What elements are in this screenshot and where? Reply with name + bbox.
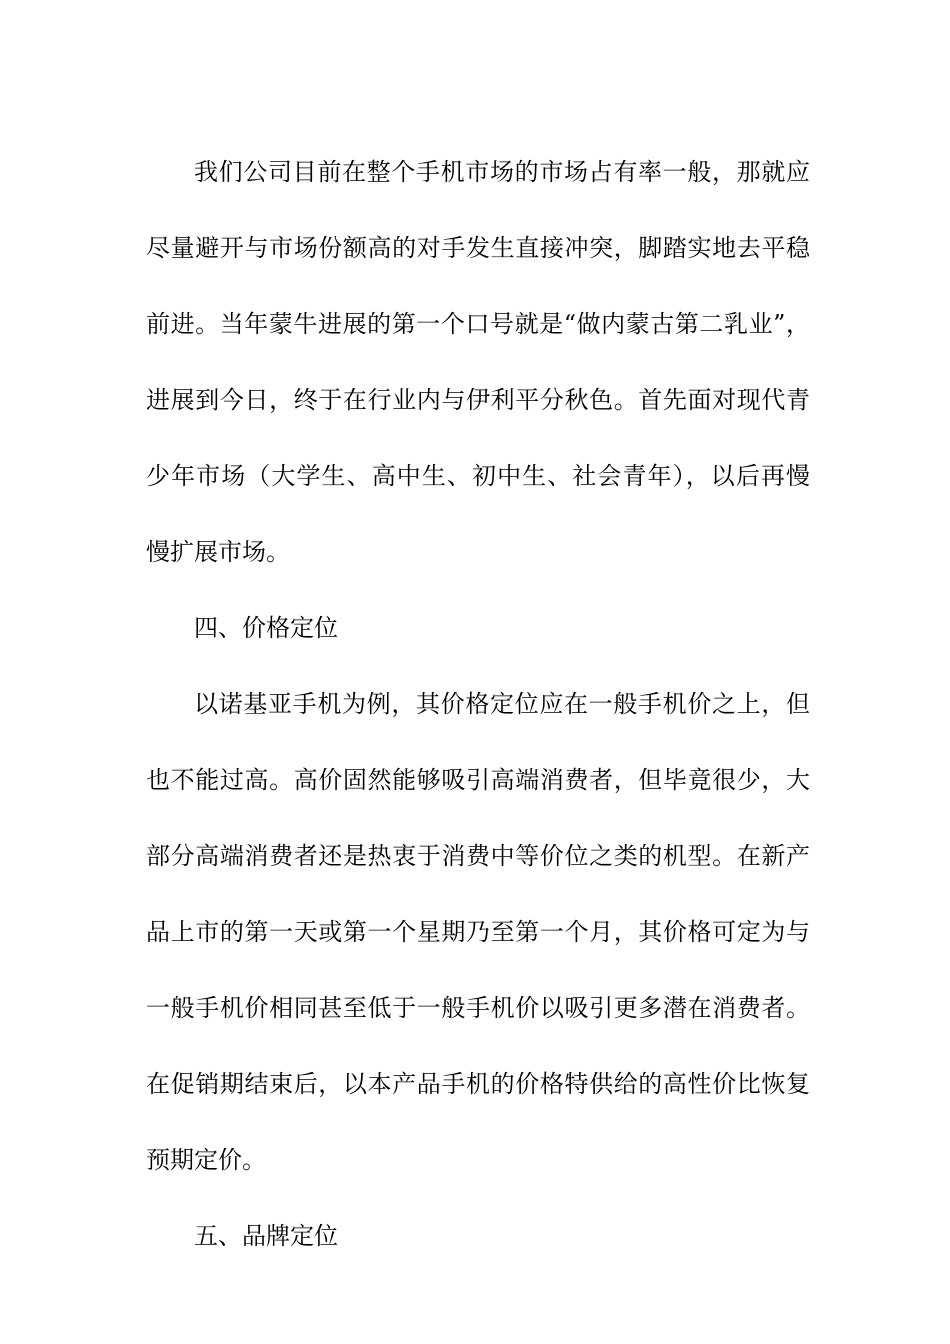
text-line: 慢扩展市场。 (146, 538, 290, 566)
document-body (146, 134, 810, 1274)
text-line: 部分高端消费者还是热衷于消费中等价位之类的机型。在新产 (146, 842, 810, 870)
text-line: 尽量避开与市场份额高的对手发生直接冲突，脚踏实地去平稳 (146, 234, 810, 262)
text-line: 以诺基亚手机为例，其价格定位应在一般手机价之上，但 (194, 690, 810, 718)
text-line: 预期定价。 (146, 1146, 266, 1174)
paragraph-price-positioning (146, 666, 810, 1198)
section-heading-price-positioning: 四、价格定位 (194, 614, 338, 642)
text-line: 进展到今日，终于在行业内与伊利平分秋色。首先面对现代青 (146, 386, 810, 414)
text-line: 品上市的第一天或第一个星期乃至第一个月，其价格可定为与 (146, 918, 810, 946)
text-line: 前进。当年蒙牛进展的第一个口号就是“做内蒙古第二乳业”， (146, 310, 810, 338)
text-line: 一般手机价相同甚至低于一般手机价以吸引更多潜在消费者。 (146, 994, 810, 1022)
text-line: 我们公司目前在整个手机市场的市场占有率一般，那就应 (194, 158, 810, 186)
text-line: 也不能过高。高价固然能够吸引高端消费者，但毕竟很少，大 (146, 766, 810, 794)
section-heading-brand-positioning: 五、品牌定位 (194, 1222, 338, 1250)
text-line: 在促销期结束后，以本产品手机的价格特供给的高性价比恢复 (146, 1070, 810, 1098)
text-line: 少年市场（大学生、高中生、初中生、社会青年），以后再慢 (146, 462, 810, 490)
paragraph-market-strategy (146, 134, 810, 590)
